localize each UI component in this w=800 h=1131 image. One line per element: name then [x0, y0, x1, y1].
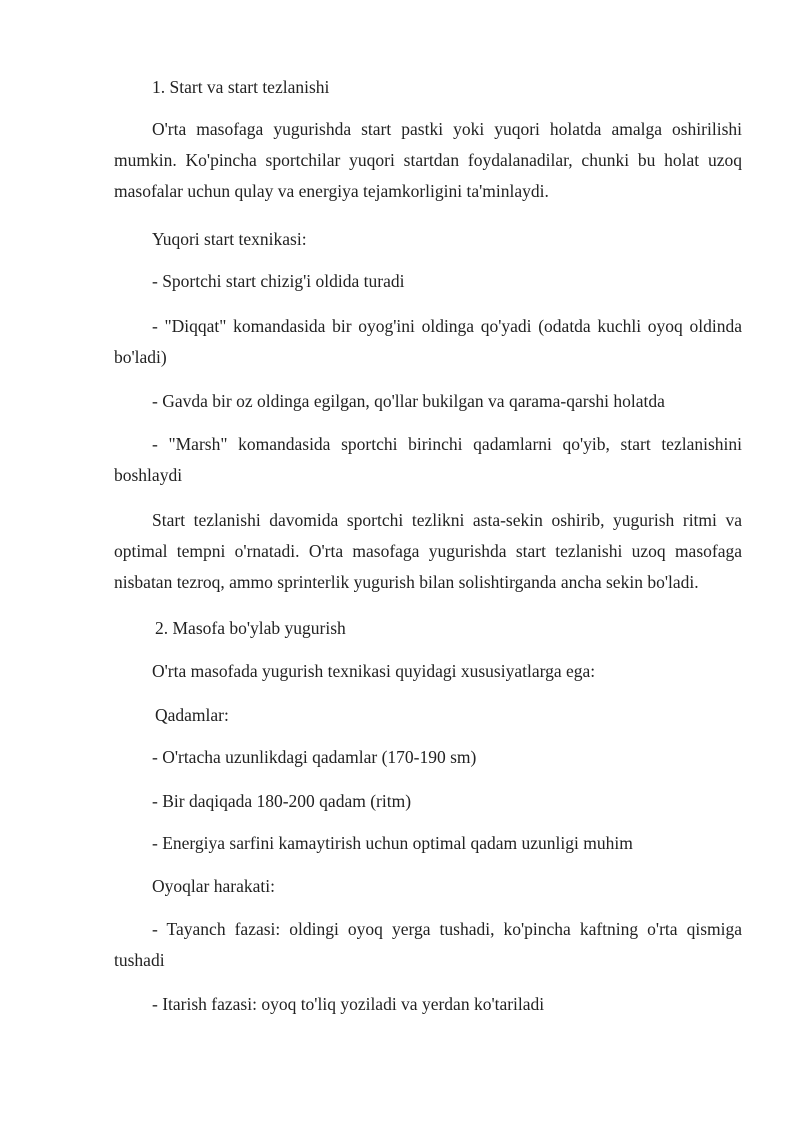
list-item: - Sportchi start chizig'i oldida turadi	[152, 271, 405, 291]
list-item: - Bir daqiqada 180-200 qadam (ritm)	[152, 791, 412, 811]
paragraph: Start tezlanishi davomida sportchi tezlikni asta-sekin oshirib, yugurish ritmi va optimal tempni o'rnatadi. O'rta masofaga yugurishda start tezlanishi uzoq masofaga nisbatan tezroq, ammo sprinterlik yugurish bilan solishtirganda ancha sekin bo'ladi.	[114, 510, 742, 592]
section-heading-distance: 2. Masofa bo'ylab yugurish	[155, 618, 346, 638]
paragraph: O'rta masofada yugurish texnikasi quyidagi xususiyatlarga ega:	[152, 661, 596, 681]
list-item: - "Diqqat" komandasida bir oyog'ini oldinga qo'yadi (odatda kuchli oyoq oldinda bo'ladi)	[114, 316, 742, 367]
list-item: - "Marsh" komandasida sportchi birinchi qadamlarni qo'yib, start tezlanishini boshlaydi	[114, 434, 742, 485]
list-item: - Energiya sarfini kamaytirish uchun optimal qadam uzunligi muhim	[152, 833, 633, 853]
list-item: - Gavda bir oz oldinga egilgan, qo'llar bukilgan va qarama-qarshi holatda	[152, 391, 665, 411]
paragraph: O'rta masofaga yugurishda start pastki yoki yuqori holatda amalga oshirilishi mumkin. Ko'pincha sportchilar yuqori startdan foydalanadilar, chunki bu holat uzoq masofalar uchun qulay va energiya tejamkorligini ta'minlaydi.	[114, 119, 742, 201]
subheading-steps: Qadamlar:	[155, 705, 229, 725]
subheading-start-technique: Yuqori start texnikasi:	[152, 229, 307, 249]
list-item: - Tayanch fazasi: oldingi oyoq yerga tushadi, ko'pincha kaftning o'rta qismiga tushadi	[114, 919, 742, 970]
list-item: - O'rtacha uzunlikdagi qadamlar (170-190 sm)	[152, 747, 477, 767]
subheading-leg-movement: Oyoqlar harakati:	[152, 876, 275, 896]
list-item: - Itarish fazasi: oyoq to'liq yoziladi va yerdan ko'tariladi	[152, 994, 545, 1014]
section-heading-start: 1. Start va start tezlanishi	[152, 77, 330, 97]
